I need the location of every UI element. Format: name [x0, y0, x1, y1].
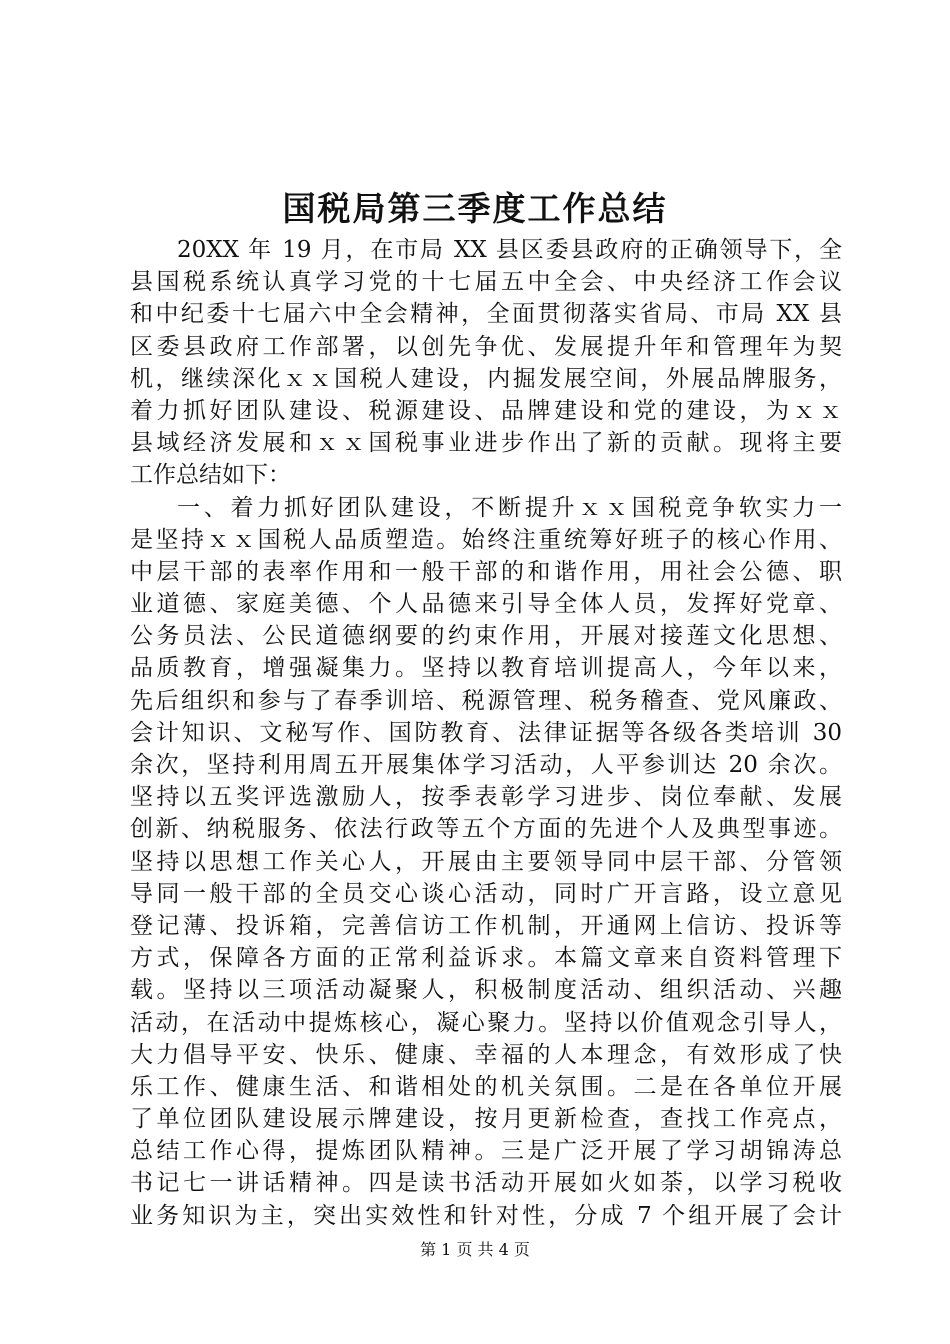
body-line: 登记薄、投诉箱，完善信访工作机制，开通网上信访、投诉等	[130, 912, 842, 939]
document-title: 国税局第三季度工作总结	[282, 189, 668, 228]
body-line: 机，继续深化ｘｘ国税人建设，内掘发展空间，外展品牌服务，	[130, 365, 842, 392]
body-line: 是坚持ｘｘ国税人品质塑造。始终注重统筹好班子的核心作用、	[130, 526, 842, 553]
body-line: 了单位团队建设展示牌建设，按月更新检查，查找工作亮点，	[130, 1106, 842, 1133]
body-line: 导同一般干部的全员交心谈心活动，同时广开言路，设立意见	[130, 880, 842, 907]
body-line: 书记七一讲话精神。四是读书活动开展如火如荼，以学习税收	[130, 1170, 842, 1197]
body-line: 活动，在活动中提炼核心，凝心聚力。坚持以价值观念引导人，	[130, 1009, 842, 1036]
body-line: 创新、纳税服务、依法行政等五个方面的先进个人及典型事迹。	[130, 816, 842, 843]
body-line: 余次，坚持利用周五开展集体学习活动，人平参训达 20 余次。	[130, 752, 842, 778]
body-line: 区委县政府工作部署，以创先争优、发展提升年和管理年为契	[130, 333, 842, 360]
body-line: 会计知识、文秘写作、国防教育、法律证据等各级各类培训 30	[130, 719, 842, 746]
body-line: 县国税系统认真学习党的十七届五中全会、中央经济工作会议	[130, 269, 842, 296]
body-line: 乐工作、健康生活、和谐相处的机关氛围。二是在各单位开展	[130, 1073, 842, 1100]
body-line: 业务知识为主，突出实效性和针对性，分成 7 个组开展了会计	[130, 1202, 842, 1229]
body-line: 业道德、家庭美德、个人品德来引导全体人员，发挥好党章、	[130, 591, 842, 618]
page-footer: 第 1 页 共 4 页	[420, 1240, 530, 1259]
body-line: 县域经济发展和ｘｘ国税事业进步作出了新的贡献。现将主要	[130, 430, 842, 457]
body-line: 公务员法、公民道德纲要的约束作用，开展对接莲文化思想、	[130, 623, 842, 650]
body-line: 载。坚持以三项活动凝聚人，积极制度活动、组织活动、兴趣	[130, 977, 842, 1004]
body-line: 先后组织和参与了春季训培、税源管理、税务稽查、党风廉政、	[130, 687, 842, 714]
body-line: 着力抓好团队建设、税源建设、品牌建设和党的建设，为ｘｘ	[130, 397, 842, 424]
body-line: 一、着力抓好团队建设，不断提升ｘｘ国税竞争软实力一	[177, 494, 842, 521]
body-line: 20XX 年 19 月，在市局 XX 县区委县政府的正确领导下，全	[177, 237, 842, 263]
body-line: 中层干部的表率作用和一般干部的和谐作用，用社会公德、职	[130, 558, 842, 585]
body-line: 品质教育，增强凝集力。坚持以教育培训提高人，今年以来，	[130, 655, 842, 682]
body-line: 工作总结如下：	[130, 462, 291, 489]
body-line: 大力倡导平安、快乐、健康、幸福的人本理念，有效形成了快	[130, 1041, 842, 1068]
body-line: 总结工作心得，提炼团队精神。三是广泛开展了学习胡锦涛总	[130, 1138, 842, 1165]
document-body	[130, 234, 842, 1232]
body-line: 坚持以思想工作关心人，开展由主要领导同中层干部、分管领	[130, 848, 842, 875]
body-line: 坚持以五奖评选激励人，按季表彰学习进步、岗位奉献、发展	[130, 784, 842, 811]
body-line: 和中纪委十七届六中全会精神，全面贯彻落实省局、市局 XX 县	[130, 301, 842, 328]
body-line: 方式，保障各方面的正常利益诉求。本篇文章来自资料管理下	[130, 945, 842, 972]
